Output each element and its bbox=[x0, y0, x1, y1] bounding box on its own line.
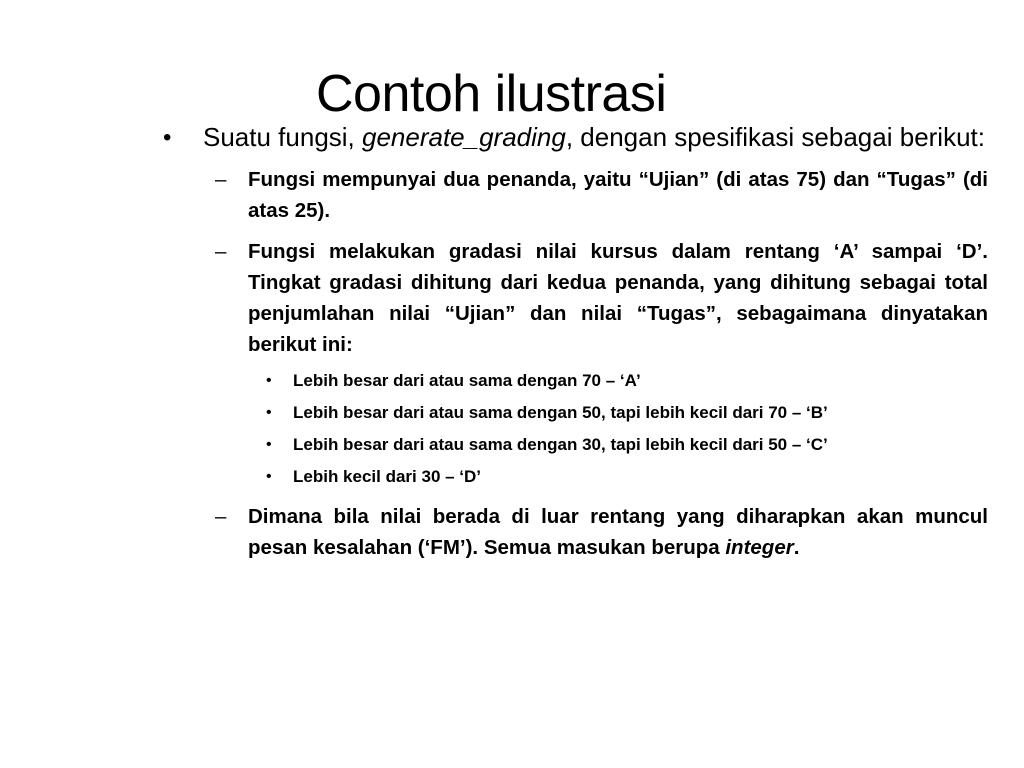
bullet-intro bbox=[160, 121, 988, 154]
bullet-marker: • bbox=[266, 372, 272, 389]
grade-rule-b bbox=[248, 398, 988, 427]
grade-rule-d bbox=[248, 462, 988, 491]
grade-rule-d-text: Lebih kecil dari 30 – ‘D’ bbox=[293, 467, 482, 486]
slide-title: Contoh ilustrasi bbox=[316, 65, 667, 123]
grade-rule-a-text: Lebih besar dari atau sama dengan 70 – ‘A’ bbox=[293, 371, 641, 390]
intro-text-after: , dengan spesifikasi sebagai berikut: bbox=[565, 122, 985, 152]
grade-rule-b-text: Lebih besar dari atau sama dengan 50, tapi lebih kecil dari 70 – ‘B’ bbox=[293, 403, 828, 422]
bullet-marker: • bbox=[266, 468, 272, 485]
bullet-marker: • bbox=[163, 124, 172, 151]
spec-item-2 bbox=[203, 236, 988, 360]
bullet-marker: • bbox=[266, 436, 272, 453]
slide-body bbox=[160, 121, 988, 563]
grade-rule-c bbox=[248, 430, 988, 459]
spec-item-1 bbox=[203, 164, 988, 226]
bullet-marker: • bbox=[266, 404, 272, 421]
dash-marker: – bbox=[215, 505, 227, 528]
dash-marker: – bbox=[215, 240, 227, 263]
spec-item-3 bbox=[203, 501, 988, 563]
intro-text-before: Suatu fungsi, bbox=[203, 122, 362, 152]
spec-item-2-text: Fungsi melakukan gradasi nilai kursus dalam rentang ‘A’ sampai ‘D’. Tingkat gradasi dihitung dari kedua penanda, yang dihitung sebagai total penjumlahan nilai “Ujian” dan nilai “Tugas”, sebagaimana dinyatakan berikut ini: bbox=[248, 240, 988, 356]
intro-function-name: generate_grading bbox=[362, 122, 566, 152]
spec-item-3-italic: integer bbox=[725, 536, 794, 559]
spec-item-3-text-after: . bbox=[793, 536, 800, 559]
spec-item-1-text: Fungsi mempunyai dua penanda, yaitu “Ujian” (di atas 75) dan “Tugas” (di atas 25). bbox=[248, 168, 988, 222]
grade-rules-list bbox=[160, 366, 988, 491]
spec-item-3-text-before: Dimana bila nilai berada di luar rentang yang diharapkan akan muncul pesan kesalahan (‘FM’). Semua masukan berupa bbox=[248, 505, 988, 559]
dash-marker: – bbox=[215, 168, 227, 191]
grade-rule-c-text: Lebih besar dari atau sama dengan 30, tapi lebih kecil dari 50 – ‘C’ bbox=[293, 435, 828, 454]
grade-rule-a bbox=[248, 366, 988, 395]
